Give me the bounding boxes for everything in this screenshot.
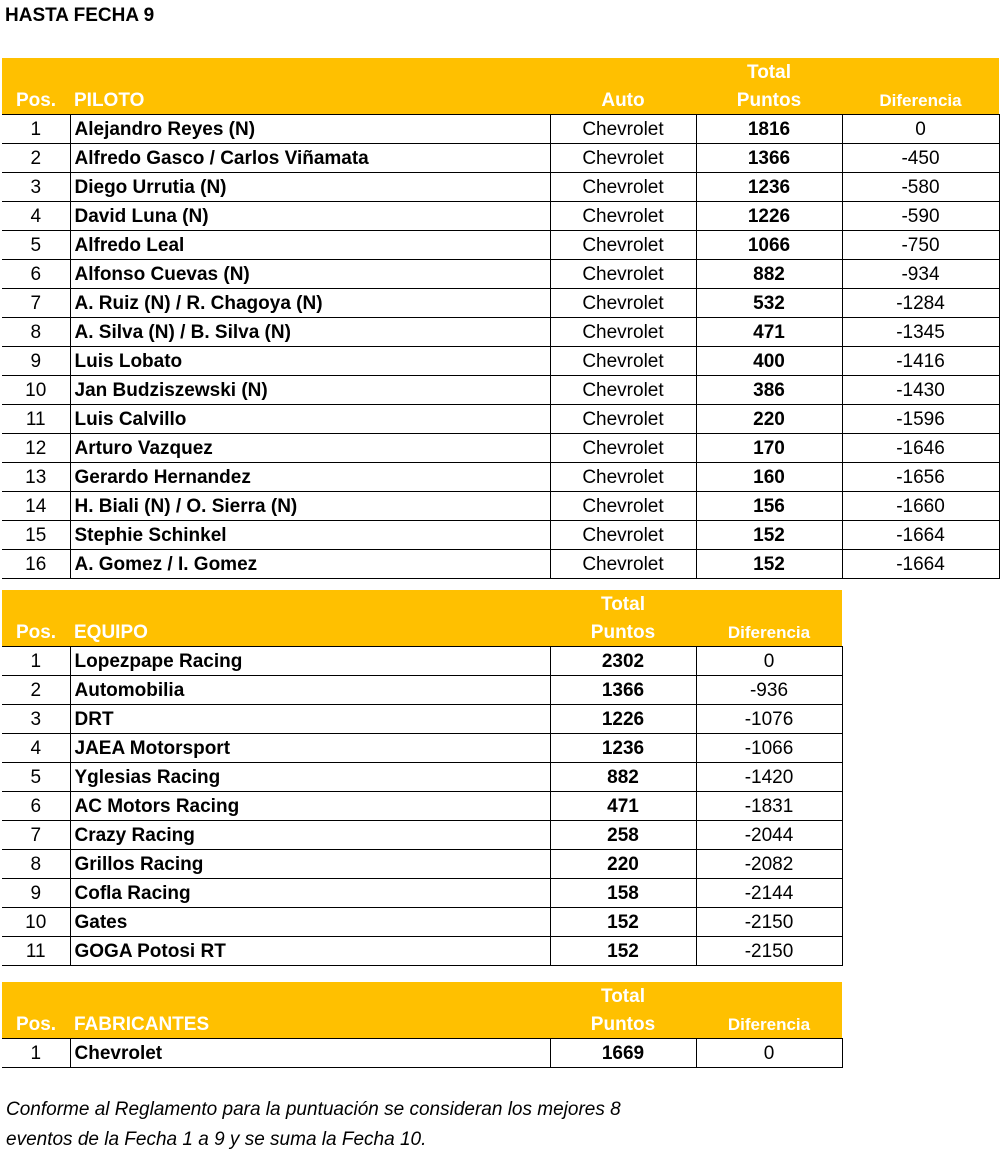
position-cell: 14: [2, 492, 70, 521]
pilotos-row: [2, 376, 999, 405]
pilotos-row: [2, 434, 999, 463]
difference-cell: -2044: [696, 821, 842, 850]
difference-cell: -750: [842, 231, 999, 260]
position-cell: 9: [2, 879, 70, 908]
team-name-cell: Gates: [70, 908, 550, 937]
team-name-cell: AC Motors Racing: [70, 792, 550, 821]
position-cell: 13: [2, 463, 70, 492]
points-cell: 152: [696, 521, 842, 550]
difference-cell: -1596: [842, 405, 999, 434]
fabricantes-total-header: Total: [550, 982, 696, 1010]
points-cell: 220: [550, 850, 696, 879]
car-cell: Chevrolet: [550, 521, 696, 550]
car-cell: Chevrolet: [550, 202, 696, 231]
pilotos-row: [2, 405, 999, 434]
equipos-row: [2, 908, 842, 937]
equipos-row: [2, 879, 842, 908]
pilotos-auto-header: Auto: [550, 86, 696, 115]
position-cell: 11: [2, 405, 70, 434]
page-title: HASTA FECHA 9: [5, 5, 155, 26]
scoring-note-line-2: eventos de la Fecha 1 a 9 y se suma la Fecha 10.: [6, 1129, 427, 1150]
points-cell: 1816: [696, 115, 842, 144]
difference-cell: -2144: [696, 879, 842, 908]
equipos-row: [2, 676, 842, 705]
difference-cell: -1430: [842, 376, 999, 405]
car-cell: Chevrolet: [550, 231, 696, 260]
difference-cell: -1076: [696, 705, 842, 734]
position-cell: 7: [2, 821, 70, 850]
car-cell: Chevrolet: [550, 289, 696, 318]
fabricantes-puntos-header: Puntos: [550, 1010, 696, 1039]
driver-name-cell: Alfredo Gasco / Carlos Viñamata: [70, 144, 550, 173]
pilotos-row: [2, 492, 999, 521]
position-cell: 1: [2, 115, 70, 144]
fabricantes-row: [2, 1039, 842, 1068]
position-cell: 12: [2, 434, 70, 463]
car-cell: Chevrolet: [550, 376, 696, 405]
equipos-row: [2, 734, 842, 763]
difference-cell: -1416: [842, 347, 999, 376]
points-cell: 1236: [696, 173, 842, 202]
driver-name-cell: Alejandro Reyes (N): [70, 115, 550, 144]
pilotos-row: [2, 115, 999, 144]
equipos-row: [2, 763, 842, 792]
difference-cell: 0: [696, 647, 842, 676]
points-cell: 152: [696, 550, 842, 579]
pilotos-pos-header: Pos.: [2, 86, 70, 115]
car-cell: Chevrolet: [550, 318, 696, 347]
equipos-row: [2, 821, 842, 850]
team-name-cell: Cofla Racing: [70, 879, 550, 908]
difference-cell: -936: [696, 676, 842, 705]
position-cell: 5: [2, 763, 70, 792]
team-name-cell: JAEA Motorsport: [70, 734, 550, 763]
points-cell: 156: [696, 492, 842, 521]
car-cell: Chevrolet: [550, 144, 696, 173]
position-cell: 2: [2, 144, 70, 173]
position-cell: 4: [2, 734, 70, 763]
points-cell: 1366: [550, 676, 696, 705]
equipos-header-row-2: [2, 618, 842, 647]
difference-cell: -2150: [696, 908, 842, 937]
equipos-row: [2, 647, 842, 676]
team-name-cell: Lopezpape Racing: [70, 647, 550, 676]
points-cell: 160: [696, 463, 842, 492]
pilotos-row: [2, 260, 999, 289]
pilotos-total-header: Total: [696, 58, 842, 86]
driver-name-cell: Gerardo Hernandez: [70, 463, 550, 492]
points-cell: 1236: [550, 734, 696, 763]
car-cell: Chevrolet: [550, 550, 696, 579]
pilotos-row: [2, 318, 999, 347]
pilotos-row: [2, 173, 999, 202]
points-cell: 152: [550, 908, 696, 937]
position-cell: 15: [2, 521, 70, 550]
position-cell: 8: [2, 318, 70, 347]
difference-cell: -580: [842, 173, 999, 202]
position-cell: 9: [2, 347, 70, 376]
difference-cell: -1284: [842, 289, 999, 318]
pilotos-row: [2, 550, 999, 579]
difference-cell: -1664: [842, 521, 999, 550]
points-cell: 400: [696, 347, 842, 376]
difference-cell: -1420: [696, 763, 842, 792]
position-cell: 10: [2, 908, 70, 937]
position-cell: 2: [2, 676, 70, 705]
difference-cell: -590: [842, 202, 999, 231]
car-cell: Chevrolet: [550, 492, 696, 521]
team-name-cell: DRT: [70, 705, 550, 734]
team-name-cell: Crazy Racing: [70, 821, 550, 850]
position-cell: 6: [2, 260, 70, 289]
points-cell: 386: [696, 376, 842, 405]
position-cell: 5: [2, 231, 70, 260]
driver-name-cell: Luis Calvillo: [70, 405, 550, 434]
difference-cell: 0: [842, 115, 999, 144]
scoring-note-line-1: Conforme al Reglamento para la puntuación se consideran los mejores 8: [6, 1099, 621, 1120]
equipos-row: [2, 850, 842, 879]
points-cell: 1226: [696, 202, 842, 231]
position-cell: 16: [2, 550, 70, 579]
equipos-table: [2, 590, 843, 966]
difference-cell: -1660: [842, 492, 999, 521]
manufacturer-name-cell: Chevrolet: [70, 1039, 550, 1068]
position-cell: 1: [2, 647, 70, 676]
driver-name-cell: Luis Lobato: [70, 347, 550, 376]
car-cell: Chevrolet: [550, 260, 696, 289]
fabricantes-table: [2, 982, 843, 1068]
fabricantes-name-header: FABRICANTES: [70, 1010, 550, 1039]
driver-name-cell: H. Biali (N) / O. Sierra (N): [70, 492, 550, 521]
points-cell: 532: [696, 289, 842, 318]
fabricantes-header-row-2: [2, 1010, 842, 1039]
equipos-total-header: Total: [550, 590, 696, 618]
pilotos-puntos-header: Puntos: [696, 86, 842, 115]
position-cell: 10: [2, 376, 70, 405]
pilotos-name-header: PILOTO: [70, 86, 550, 115]
difference-cell: -1345: [842, 318, 999, 347]
car-cell: Chevrolet: [550, 434, 696, 463]
pilotos-row: [2, 521, 999, 550]
difference-cell: -1646: [842, 434, 999, 463]
points-cell: 152: [550, 937, 696, 966]
points-cell: 882: [696, 260, 842, 289]
fabricantes-diff-header: Diferencia: [696, 1010, 842, 1039]
points-cell: 1066: [696, 231, 842, 260]
position-cell: 3: [2, 705, 70, 734]
driver-name-cell: Arturo Vazquez: [70, 434, 550, 463]
car-cell: Chevrolet: [550, 405, 696, 434]
team-name-cell: Yglesias Racing: [70, 763, 550, 792]
car-cell: Chevrolet: [550, 173, 696, 202]
points-cell: 158: [550, 879, 696, 908]
points-cell: 258: [550, 821, 696, 850]
equipos-name-header: EQUIPO: [70, 618, 550, 647]
driver-name-cell: Stephie Schinkel: [70, 521, 550, 550]
pilotos-row: [2, 347, 999, 376]
difference-cell: -2082: [696, 850, 842, 879]
driver-name-cell: Jan Budziszewski (N): [70, 376, 550, 405]
car-cell: Chevrolet: [550, 115, 696, 144]
pilotos-row: [2, 463, 999, 492]
difference-cell: -1664: [842, 550, 999, 579]
position-cell: 4: [2, 202, 70, 231]
scoring-note: [6, 1095, 621, 1155]
points-cell: 1669: [550, 1039, 696, 1068]
points-cell: 471: [550, 792, 696, 821]
equipos-puntos-header: Puntos: [550, 618, 696, 647]
points-cell: 220: [696, 405, 842, 434]
fabricantes-pos-header: Pos.: [2, 1010, 70, 1039]
car-cell: Chevrolet: [550, 347, 696, 376]
car-cell: Chevrolet: [550, 463, 696, 492]
position-cell: 11: [2, 937, 70, 966]
points-cell: 2302: [550, 647, 696, 676]
pilotos-row: [2, 289, 999, 318]
difference-cell: 0: [696, 1039, 842, 1068]
pilotos-header-row-2: [2, 86, 999, 115]
equipos-row: [2, 792, 842, 821]
driver-name-cell: A. Gomez / I. Gomez: [70, 550, 550, 579]
team-name-cell: GOGA Potosi RT: [70, 937, 550, 966]
fabricantes-header-row-1: [2, 982, 842, 1010]
pilotos-table: [2, 58, 1000, 579]
position-cell: 1: [2, 1039, 70, 1068]
position-cell: 3: [2, 173, 70, 202]
driver-name-cell: A. Silva (N) / B. Silva (N): [70, 318, 550, 347]
driver-name-cell: A. Ruiz (N) / R. Chagoya (N): [70, 289, 550, 318]
points-cell: 170: [696, 434, 842, 463]
pilotos-row: [2, 202, 999, 231]
team-name-cell: Automobilia: [70, 676, 550, 705]
equipos-row: [2, 937, 842, 966]
difference-cell: -1831: [696, 792, 842, 821]
difference-cell: -450: [842, 144, 999, 173]
difference-cell: -1656: [842, 463, 999, 492]
difference-cell: -934: [842, 260, 999, 289]
pilotos-row: [2, 144, 999, 173]
equipos-pos-header: Pos.: [2, 618, 70, 647]
points-cell: 471: [696, 318, 842, 347]
equipos-row: [2, 705, 842, 734]
driver-name-cell: Alfredo Leal: [70, 231, 550, 260]
points-cell: 1366: [696, 144, 842, 173]
difference-cell: -1066: [696, 734, 842, 763]
pilotos-diff-header: Diferencia: [842, 86, 999, 115]
points-cell: 882: [550, 763, 696, 792]
driver-name-cell: David Luna (N): [70, 202, 550, 231]
pilotos-header-row-1: [2, 58, 999, 86]
pilotos-row: [2, 231, 999, 260]
points-cell: 1226: [550, 705, 696, 734]
position-cell: 6: [2, 792, 70, 821]
position-cell: 7: [2, 289, 70, 318]
team-name-cell: Grillos Racing: [70, 850, 550, 879]
equipos-header-row-1: [2, 590, 842, 618]
driver-name-cell: Diego Urrutia (N): [70, 173, 550, 202]
driver-name-cell: Alfonso Cuevas (N): [70, 260, 550, 289]
difference-cell: -2150: [696, 937, 842, 966]
equipos-diff-header: Diferencia: [696, 618, 842, 647]
position-cell: 8: [2, 850, 70, 879]
